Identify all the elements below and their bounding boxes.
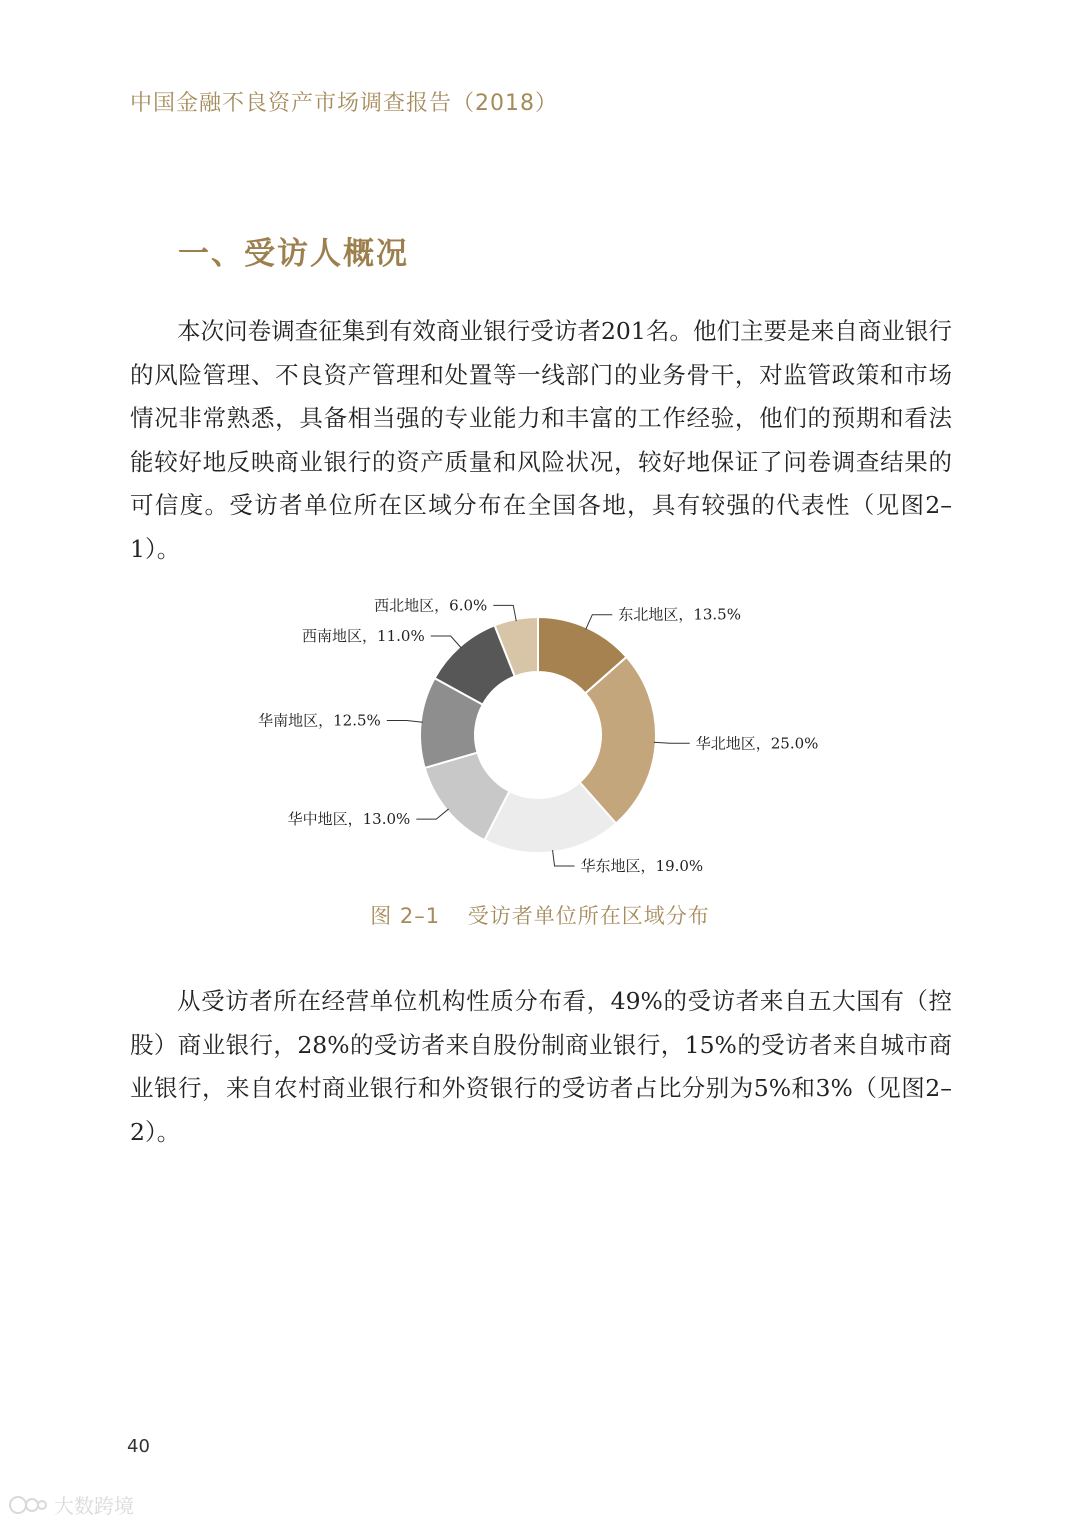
leader-line-southwest [431, 636, 462, 648]
leader-line-south [387, 721, 423, 723]
leader-line-central [416, 809, 448, 819]
data-label-north: 华北地区，25.0% [695, 734, 819, 753]
body-paragraph-1: 本次问卷调查征集到有效商业银行受访者201名。他们主要是来自商业银行的风险管理、不良资产管理和处置等一线部门的业务骨干，对监管政策和市场情况非常熟悉，具备相当强的专业能力和丰富的工作经验，他们的预期和看法能较好地反映商业银行的资产质量和风险状况，较好地保证了问卷调查结果的可信度。受访者单位所在区域分布在全国各地，具有较强的代表性（见图2–1）。 [130, 317, 952, 563]
figure-number: 图 2–1 [370, 904, 441, 928]
watermark [8, 1490, 134, 1519]
data-label-northwest: 西北地区，6.0% [374, 596, 488, 615]
data-label-south: 华南地区，12.5% [258, 711, 381, 730]
body-paragraph-2: 从受访者所在经营单位机构性质分布看，49%的受访者来自五大国有（控股）商业银行，28%的受访者来自股份制商业银行，15%的受访者来自城市商业银行，来自农村商业银行和外资银行的受访者占比分别为5%和3%（见图2–2）。 [130, 987, 952, 1146]
page-number: 40 [127, 1436, 150, 1457]
leader-line-north [654, 742, 690, 743]
running-header: 中国金融不良资产市场调查报告（2018） [130, 91, 558, 116]
data-label-southwest: 西南地区，11.0% [302, 626, 425, 645]
data-label-east: 华东地区，19.0% [580, 856, 704, 875]
watermark-text: 大数跨境 [54, 1494, 134, 1518]
data-label-central: 华中地区，13.0% [287, 810, 411, 829]
figure-caption [0, 900, 1080, 930]
figure-title: 受访者单位所在区域分布 [467, 904, 710, 928]
region-donut-chart [240, 580, 840, 890]
section-title: 一、受访人概况 [178, 236, 409, 272]
watermark-logo-icon [8, 1494, 48, 1516]
data-label-northeast: 东北地区，13.5% [618, 605, 741, 624]
leader-line-northeast [586, 615, 613, 630]
